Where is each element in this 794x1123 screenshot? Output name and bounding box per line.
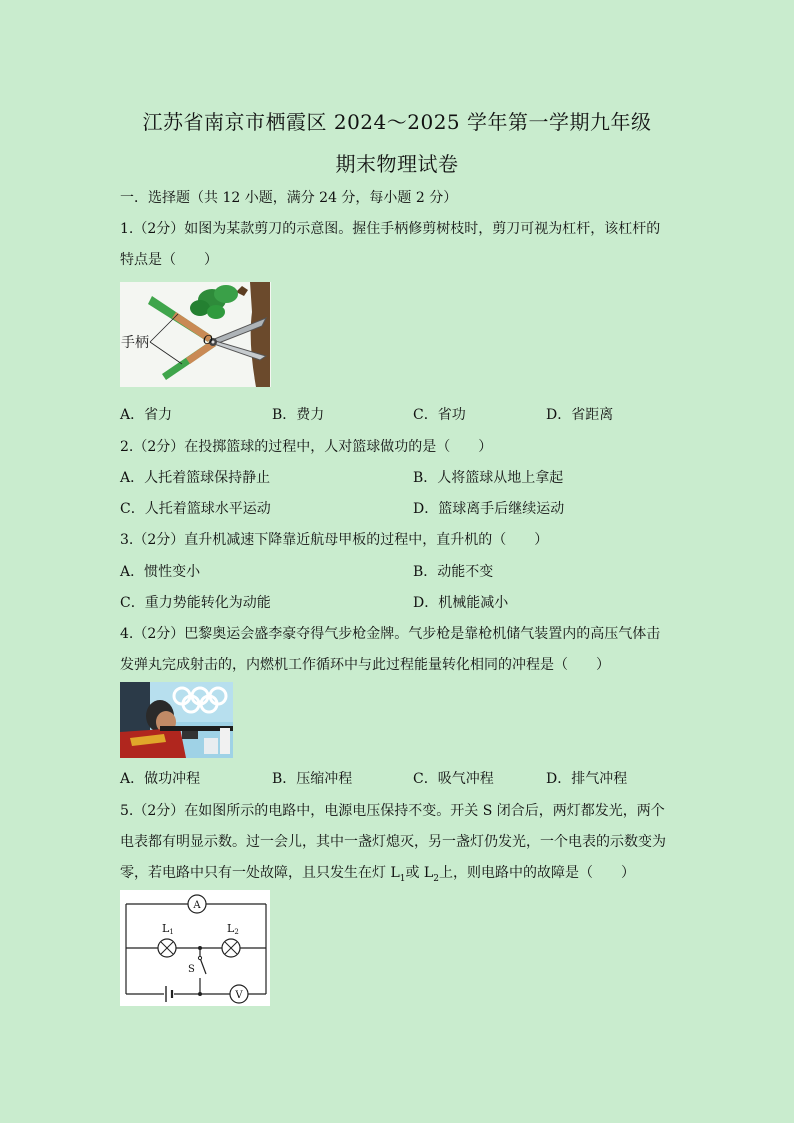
pruning-shears-figure [120, 282, 271, 387]
q3-stem: 3.（2分）直升机减速下降靠近航母甲板的过程中，直升机的（ ） [120, 532, 549, 548]
q5-l1-subscript: 1 [399, 873, 406, 884]
q5-stem-line3-part-b: 或 L [405, 865, 434, 881]
voltmeter-label: V [235, 990, 243, 1001]
q1-option-a[interactable]: A．省力 [120, 407, 173, 423]
switch-label: S [188, 964, 195, 975]
lamp-l2-icon [222, 939, 240, 957]
q5-stem-line3-part-a: 零，若电路中只有一处故障，且只发生在灯 L [120, 865, 400, 881]
q4-stem-line1: 4.（2分）巴黎奥运会盛李豪夺得气步枪金牌。气步枪是靠枪机储气装置内的高压气体击 [120, 626, 661, 642]
pivot-label: O [203, 333, 213, 347]
q2-stem: 2.（2分）在投掷篮球的过程中，人对篮球做功的是（ ） [120, 439, 493, 455]
air-rifle-shooter-drawing [120, 682, 233, 758]
section-heading: 一．选择题（共 12 小题，满分 24 分，每小题 2 分） [120, 190, 458, 206]
circuit-diagram [120, 890, 270, 1006]
q4-option-d[interactable]: D．排气冲程 [546, 771, 628, 787]
ammeter-label: A [193, 900, 201, 911]
q2-option-c[interactable]: C．人托着篮球水平运动 [120, 501, 271, 517]
q1-stem-line1: 1.（2分）如图为某款剪刀的示意图。握住手柄修剪树枝时，剪刀可视为杠杆，该杠杆的 [120, 221, 661, 237]
q5-l2-subscript: 2 [433, 873, 439, 884]
q2-option-a[interactable]: A．人托着篮球保持静止 [120, 470, 271, 486]
q2-option-b[interactable]: B．人将篮球从地上拿起 [413, 470, 564, 486]
lamp-l1-icon [158, 939, 176, 957]
q3-option-d[interactable]: D．机械能减小 [413, 595, 509, 611]
lamp-l2-sub: 2 [234, 928, 239, 936]
pruning-shears-drawing [120, 282, 271, 387]
q3-option-c[interactable]: C．重力势能转化为动能 [120, 595, 271, 611]
handle-label: 手柄 [121, 335, 149, 351]
lamp-l1-letter: L [162, 922, 170, 935]
circuit-drawing [120, 890, 270, 1006]
q1-stem-line2: 特点是（ ） [120, 252, 218, 268]
q5-stem-line1: 5.（2分）在如图所示的电路中，电源电压保持不变。开关 S 闭合后，两灯都发光，两个 [120, 803, 665, 819]
q1-option-c[interactable]: C．省功 [413, 407, 466, 423]
exam-title-line1: 江苏省南京市栖霞区 2024～2025 学年第一学期九年级 [142, 110, 652, 134]
q5-stem-line3 [120, 862, 635, 884]
lamp-l2-letter: L [227, 922, 235, 935]
q5-stem-line2: 电表都有明显示数。过一会儿，其中一盏灯熄灭，另一盏灯仍发光，一个电表的示数变为 [120, 834, 666, 850]
q1-option-d[interactable]: D．省距离 [546, 407, 614, 423]
q4-option-b[interactable]: B．压缩冲程 [272, 771, 353, 787]
q4-option-a[interactable]: A．做功冲程 [120, 771, 201, 787]
q1-option-b[interactable]: B．费力 [272, 407, 325, 423]
q3-option-b[interactable]: B．动能不变 [413, 564, 494, 580]
q5-stem-line3-part-c: 上，则电路中的故障是（ ） [438, 865, 635, 881]
exam-title-line2: 期末物理试卷 [335, 152, 459, 176]
q2-option-d[interactable]: D．篮球离手后继续运动 [413, 501, 565, 517]
q4-stem-line2: 发弹丸完成射击的，内燃机工作循环中与此过程能量转化相同的冲程是（ ） [120, 657, 610, 673]
lamp-l1-sub: 1 [169, 928, 174, 936]
q4-option-c[interactable]: C．吸气冲程 [413, 771, 494, 787]
q3-option-a[interactable]: A．惯性变小 [120, 564, 201, 580]
air-rifle-shooter-photo [120, 682, 233, 758]
